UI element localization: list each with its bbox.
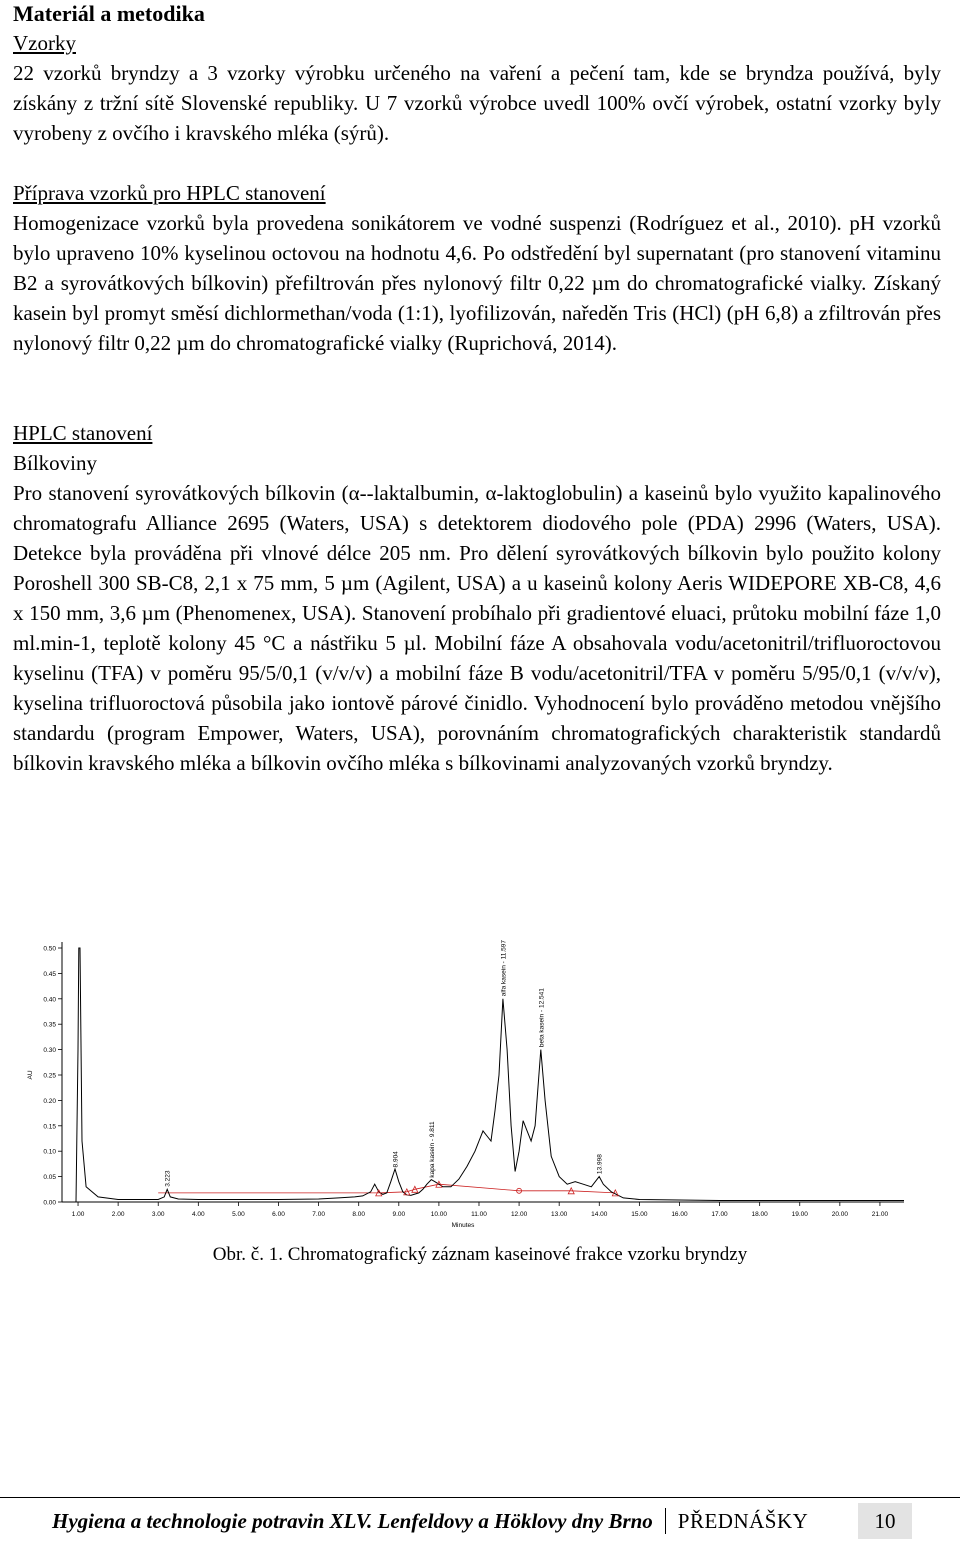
x-tick-label: 10.00 [430,1211,448,1218]
y-tick-label: 0.00 [43,1199,56,1207]
x-tick-label: 14.00 [591,1211,608,1218]
x-tick-label: 13.00 [551,1211,568,1218]
chromatogram-trace [62,948,904,1202]
y-axis-label: AU [27,1070,34,1080]
chromatogram-figure [20,930,920,1230]
x-tick-label: 17.00 [711,1211,728,1218]
x-tick-label: 6.00 [272,1211,285,1218]
y-tick-label: 0.40 [43,996,56,1004]
x-tick-label: 21.00 [871,1211,889,1218]
y-tick-label: 0.45 [43,970,56,978]
x-tick-label: 5.00 [232,1211,245,1218]
y-tick-label: 0.30 [43,1047,56,1055]
x-tick-label: 8.00 [352,1211,366,1218]
x-tick-label: 3.00 [151,1211,165,1218]
y-tick-label: 0.25 [43,1072,56,1080]
footer [52,1505,808,1537]
subsection-title-priprava: Příprava vzorků pro HPLC stanovení [13,181,326,205]
x-tick-label: 19.00 [791,1211,808,1218]
y-tick-label: 0.15 [43,1123,56,1131]
y-tick-label: 0.05 [43,1174,56,1182]
x-tick-label: 16.00 [671,1211,688,1218]
figure-caption: Obr. č. 1. Chromatografický záznam kaseinové frakce vzorku bryndzy [212,1244,748,1265]
x-tick-label: 7.00 [312,1211,325,1218]
peak-label: kapa kasein - 9.811 [428,1121,436,1178]
paragraph-priprava: Homogenizace vzorků byla provedena sonikátorem ve vodné suspenzi (Rodríguez et al., 2010). pH vzorků bylo upraveno 10% kyselinou octovou na hodnotu 4,6. Po odstředění byl supernatant (pro stanovení vitaminu B2 a syrovátkových bílkovin) přefiltrován přes nylonový filtr 0,22 µm do chromatografické vialky. Získaný kasein byl promyt směsí dichlormethan/voda (1:1), lyofilizován, naředěn Tris (HCl) (pH 6,8) a zfiltrován přes nylonový filtr 0,22 µm do chromatografické vialky (Ruprichová, 2014). [13,211,941,355]
footer-section: PŘEDNÁŠKY [677,1508,809,1533]
footer-separator [665,1508,666,1534]
y-tick-label: 0.20 [43,1097,56,1105]
x-tick-label: 20.00 [831,1211,848,1218]
peak-label: 13.998 [596,1154,604,1175]
subsection-title-vzorky: Vzorky [13,31,76,55]
page-number: 10 [858,1503,912,1539]
peak-label: beta kasein - 12.541 [538,988,546,1048]
peak-label: 3.223 [164,1170,172,1187]
paragraph-vzorky: 22 vzorků bryndzy a 3 vzorky výrobku určeného na vaření a pečení tam, kde se bryndza používá, byly získány z tržní sítě Slovenské republiky. U 7 vzorků výrobce uvedl 100% ovčí výrobek, ostatní vzorky byly vyrobeny z ovčího i kravského mléka (sýrů). [13,61,941,145]
subsection-title-bilkoviny: Bílkoviny [13,451,98,475]
y-tick-label: 0.50 [43,945,56,953]
x-tick-label: 4.00 [191,1211,205,1218]
x-tick-label: 18.00 [751,1211,768,1218]
x-tick-label: 9.00 [392,1211,406,1218]
subsection-title-hplc: HPLC stanovení [13,421,153,445]
y-tick-label: 0.35 [43,1021,56,1029]
x-tick-label: 1.00 [71,1211,85,1218]
x-tick-label: 2.00 [111,1211,125,1218]
peak-label: 8.904 [392,1151,400,1168]
peak-label: alfa kasein - 11.597 [500,940,508,997]
x-tick-label: 11.00 [471,1211,487,1218]
x-axis-label: Minutes [451,1222,475,1229]
y-tick-label: 0.10 [43,1148,56,1156]
section-heading: Materiál a metodika [13,1,205,26]
paragraph-bilkoviny: Pro stanovení syrovátkových bílkovin (α--laktalbumin, α-laktoglobulin) a kaseinů bylo využito kapalinového chromatografu Alliance 2695 (Waters, USA) s detektorem diodového pole (PDA) 2996 (Waters, USA). Detekce byla prováděna při vlnové délce 205 nm. Pro dělení syrovátkových bílkovin bylo použito kolony Poroshell 300 SB-C8, 2,1 x 75 mm, 5 µm (Agilent, USA) a u kaseinů kolony Aeris WIDEPORE XB-C8, 4,6 x 150 mm, 3,6 µm (Phenomenex, USA). Stanovení probíhalo při gradientové eluaci, průtoku mobilní fáze 1,0 ml.min-1, teplotě kolony 45 °C a nástřiku 5 µl. Mobilní fáze A obsahovala vodu/acetonitril/trifluoroctovou kyselinu (TFA) v poměru 95/5/0,1 (v/v/v) a mobilní fáze B vodu/acetonitril/TFA v poměru 5/95/0,1 (v/v/v), kyselina trifluoroctová působila jako iontově párové činidlo. Vyhodnocení bylo prováděno metodou vnějšího standardu (program Empower, Waters, USA), porovnáním chromatografických charakteristik standardů bílkovin kravského mléka a bílkovin ovčího mléka s bílkovinami analyzovaných vzorků bryndzy. [13,481,941,775]
footer-journal: Hygiena a technologie potravin XLV. Lenfeldovy a Höklovy dny Brno [52,1508,653,1533]
x-tick-label: 15.00 [631,1211,648,1218]
x-tick-label: 12.00 [510,1211,528,1218]
chromatogram-chart [20,930,920,1230]
footer-divider [0,1497,960,1498]
